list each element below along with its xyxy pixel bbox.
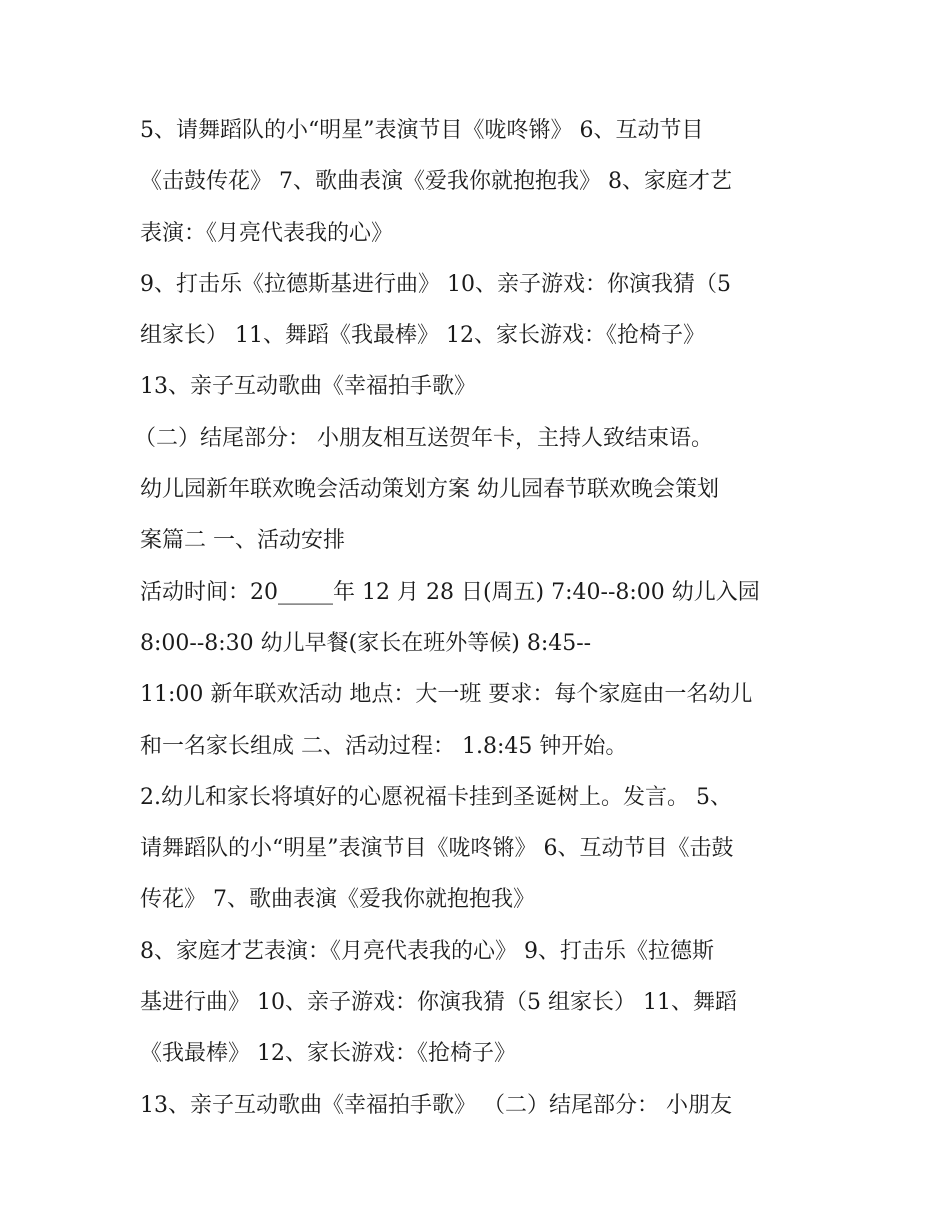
text-line: 8、家庭才艺表演：《月亮代表我的心》 9、打击乐《拉德斯 xyxy=(140,938,714,964)
text-line: 13、亲子互动歌曲《幸福拍手歌》 （二）结尾部分： 小朋友 xyxy=(140,1092,732,1118)
text-line: 表演：《月亮代表我的心》 xyxy=(140,220,394,246)
text-line: 组家长） 11、舞蹈《我最棒》 12、家长游戏：《抢椅子》 xyxy=(140,323,705,349)
text-line: 《击鼓传花》 7、歌曲表演《爱我你就抱抱我》 8、家庭才艺 xyxy=(140,169,732,195)
text-line: 幼儿园新年联欢晚会活动策划方案 幼儿园春节联欢晚会策划 xyxy=(140,477,719,503)
text-line: 和一名家长组成 二、活动过程： 1.8:45 钟开始。 xyxy=(140,733,628,759)
text-line: （二）结尾部分： 小朋友相互送贺年卡，主持人致结束语。 xyxy=(134,425,713,451)
text-line: 传花》 7、歌曲表演《爱我你就抱抱我》 xyxy=(140,887,535,913)
text-line: 请舞蹈队的小“明星”表演节目《咙咚锵》 6、互动节目《击鼓 xyxy=(140,836,734,862)
text-line: 活动时间：20_____年 12 月 28 日(周五) 7:40--8:00 幼儿入园 xyxy=(140,579,760,605)
text-line: 案篇二 一、活动安排 xyxy=(140,528,345,554)
text-line: 基进行曲》 10、亲子游戏：你演我猜（5 组家长） 11、舞蹈 xyxy=(140,990,737,1016)
document-body xyxy=(134,105,820,1131)
text-line: 9、打击乐《拉德斯基进行曲》 10、亲子游戏：你演我猜（5 xyxy=(140,271,731,297)
text-line: 13、亲子互动歌曲《幸福拍手歌》 xyxy=(140,374,476,400)
text-line: 5、请舞蹈队的小“明星”表演节目《咙咚锵》 6、互动节目 xyxy=(140,118,704,143)
text-line: 11:00 新年联欢活动 地点：大一班 要求：每个家庭由一名幼儿 xyxy=(140,682,753,708)
text-line: 2.幼儿和家长将填好的心愿祝福卡挂到圣诞树上。发言。 5、 xyxy=(140,784,732,810)
text-line: 8:00--8:30 幼儿早餐(家长在班外等候) 8:45-- xyxy=(140,630,592,656)
text-line: 《我最棒》 12、家长游戏：《抢椅子》 xyxy=(140,1041,516,1067)
